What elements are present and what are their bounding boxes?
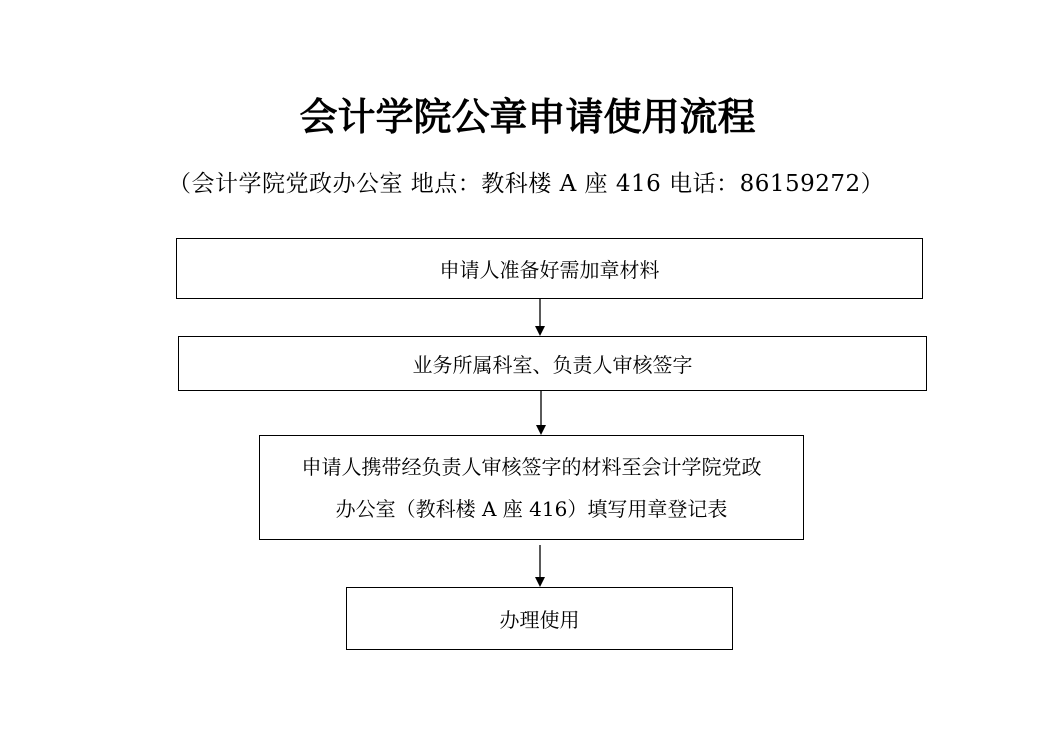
office-info: （会计学院党政办公室 地点：教科楼 A 座 416 电话：86159272） [168,171,885,197]
arrow-step1-to-step2 [535,299,545,336]
page-title: 会计学院公章申请使用流程 [299,95,756,139]
step-text: 业务所属科室、负责人审核签字 [412,353,693,377]
step-text: 办理使用 [499,608,580,632]
step-process-use [346,587,733,650]
step-text: 申请人准备好需加章材料 [439,258,660,282]
arrow-step2-to-step3 [536,391,546,435]
step-text-line-1: 申请人携带经负责人审核签字的材料至会计学院党政 [301,454,762,479]
step-prepare-materials [176,238,923,299]
step-department-review [178,336,927,391]
arrow-step3-to-step4 [535,545,545,587]
step-register-seal-use [259,435,804,540]
step-text-line-2: 办公室（教科楼 A 座 416）填写用章登记表 [335,496,728,521]
